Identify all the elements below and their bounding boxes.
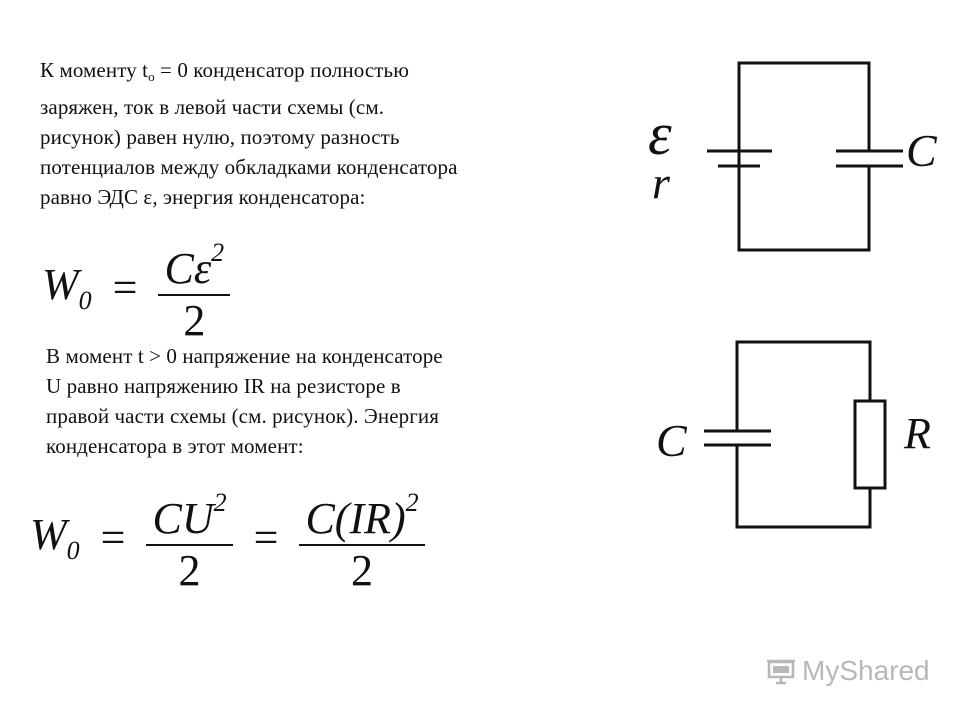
resistor [855, 401, 885, 488]
fraction-numerator: $C\varepsilon^2$ [164, 238, 225, 293]
formula-lhs: $W_0$ [42, 259, 92, 315]
projector-screen-icon [766, 657, 796, 685]
resistor-label: R [904, 409, 931, 458]
paragraph-line: К моменту $t_o = 0$ конденсатор полностью [40, 58, 409, 84]
fraction-numerator: $CU^2$ [152, 488, 227, 543]
paragraph-line: правой части схемы (см. рисунок). Энергия [46, 404, 440, 428]
paragraph-line: равно ЭДС ε, энергия конденсатора: [40, 185, 366, 209]
fraction-numerator: C(IR)$^2$ [305, 488, 419, 543]
wire-bottom [737, 445, 870, 527]
wire-bottom [739, 166, 869, 250]
equals-sign: = [253, 512, 279, 562]
fraction-denominator: 2 [178, 546, 201, 595]
wire-top [737, 342, 870, 431]
fraction-denominator: 2 [351, 546, 374, 595]
paragraph-line: рисунок) равен нулю, поэтому разность [40, 125, 400, 149]
equals-sign: = [112, 262, 138, 312]
fraction-denominator: 2 [183, 296, 206, 345]
internal-resistance-label: r [652, 157, 670, 208]
paragraph-line: U равно напряжению IR на резисторе в [46, 374, 401, 398]
paragraph-line: потенциалов между обкладками конденсатора [40, 155, 458, 179]
capacitor-label: C [906, 125, 937, 176]
watermark-logo [766, 655, 930, 687]
circuit-discharging [704, 342, 885, 527]
equals-sign: = [100, 512, 126, 562]
paragraph-line: конденсатора в этот момент: [46, 434, 304, 458]
formula-lhs: $W_0$ [30, 509, 80, 565]
emf-label: ε [648, 101, 672, 167]
paragraph-line: В момент t > 0 напряжение на конденсаторе [46, 344, 443, 368]
watermark-text: MyShared [802, 655, 930, 686]
capacitor-label: C [656, 415, 687, 466]
circuit-charging [707, 63, 903, 250]
paragraph-line: заряжен, ток в левой части схемы (см. [40, 95, 385, 119]
